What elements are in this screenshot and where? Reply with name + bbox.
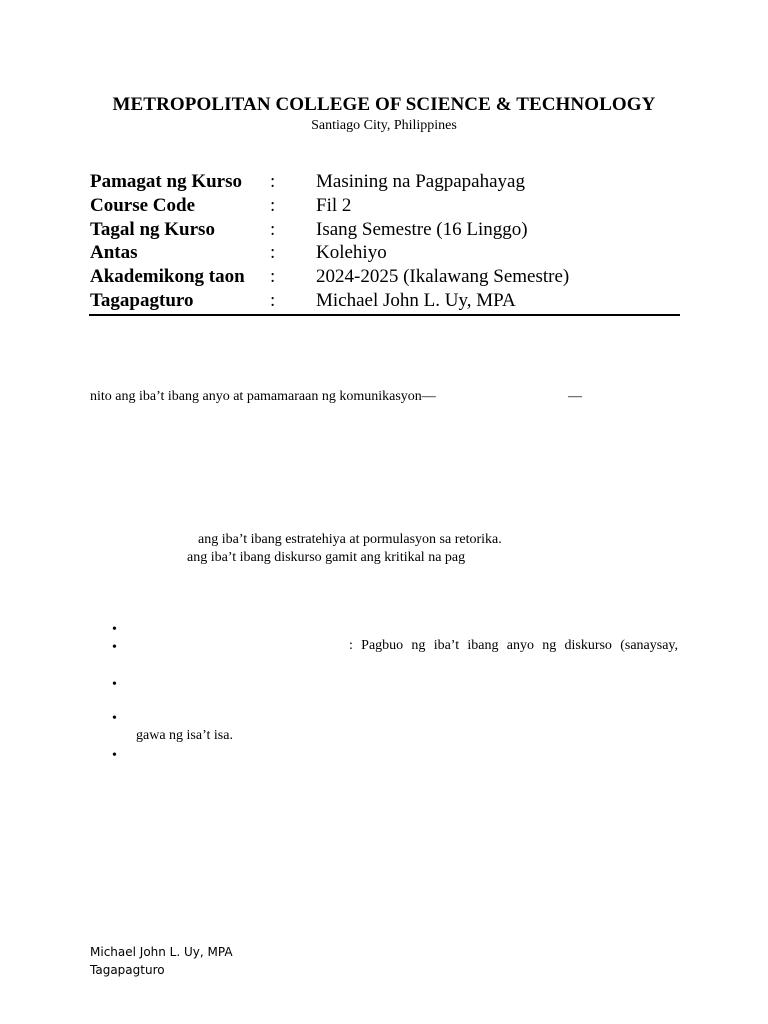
bullet-marker: • [112,711,117,726]
separator: : [270,289,276,311]
course-info-row-year [90,265,679,289]
bullet-word: (sanaysay, [620,638,678,653]
course-title-label: Pamagat ng Kurso [90,171,242,192]
course-info-row-code [90,194,679,218]
course-title-value: Masining na Pagpapahayag [316,171,525,192]
separator: : [270,266,276,288]
separator: : [270,242,276,264]
course-info-row-instructor [90,289,679,313]
bullet-word: ng [542,638,557,653]
institution-name: METROPOLITAN COLLEGE OF SCIENCE & TECHNOLOGY [112,94,656,115]
footer-role: Tagapagturo [90,963,165,977]
bullet-word: anyo [506,638,534,653]
instructor-value: Michael John L. Uy, MPA [316,289,516,311]
course-code-label: Course Code [90,194,196,216]
horizontal-rule [89,314,680,316]
bullet-word: ibang [467,638,499,653]
bullet-marker: • [112,640,117,655]
academic-year-value: 2024-2025 (Ikalawang Semestre) [316,266,570,288]
course-code-value: Fil 2 [316,194,352,216]
bullet-marker: • [112,677,117,692]
bullet-word: iba’t [433,638,460,653]
bullet-word: diskurso [564,638,612,653]
objective-line-2: ang iba’t ibang diskurso gamit ang kritikal na pag [187,550,466,565]
objective-line-1: ang iba’t ibang estratehiya at pormulasyon sa retorika. [198,532,502,547]
course-info-table [90,170,679,313]
description-dash: — [568,389,582,404]
course-info-row-title [90,170,679,194]
separator: : [270,194,276,216]
footer-name: Michael John L. Uy, MPA [90,945,233,959]
description-paragraph: nito ang iba’t ibang anyo at pamamaraan ng komunikasyon— [90,389,436,404]
separator: : [270,218,276,240]
course-level-value: Kolehiyo [316,242,387,264]
instructor-label: Tagapagturo [90,289,194,311]
course-info-row-level [90,241,679,265]
academic-year-label: Akademikong taon [90,266,245,288]
bullet-marker: • [112,622,117,637]
bullet-continuation: gawa ng isa’t isa. [136,728,233,743]
separator: : [270,171,276,192]
institution-location: Santiago City, Philippines [311,118,457,133]
bullet-word: ng [411,638,426,653]
bullet-text [349,638,678,654]
course-duration-value: Isang Semestre (16 Linggo) [316,218,528,240]
course-level-label: Antas [90,242,138,264]
bullet-word: Pagbuo [361,638,404,653]
bullet-marker: • [112,748,117,763]
course-duration-label: Tagal ng Kurso [90,218,215,240]
bullet-word: : [349,638,353,653]
course-info-row-duration [90,218,679,242]
